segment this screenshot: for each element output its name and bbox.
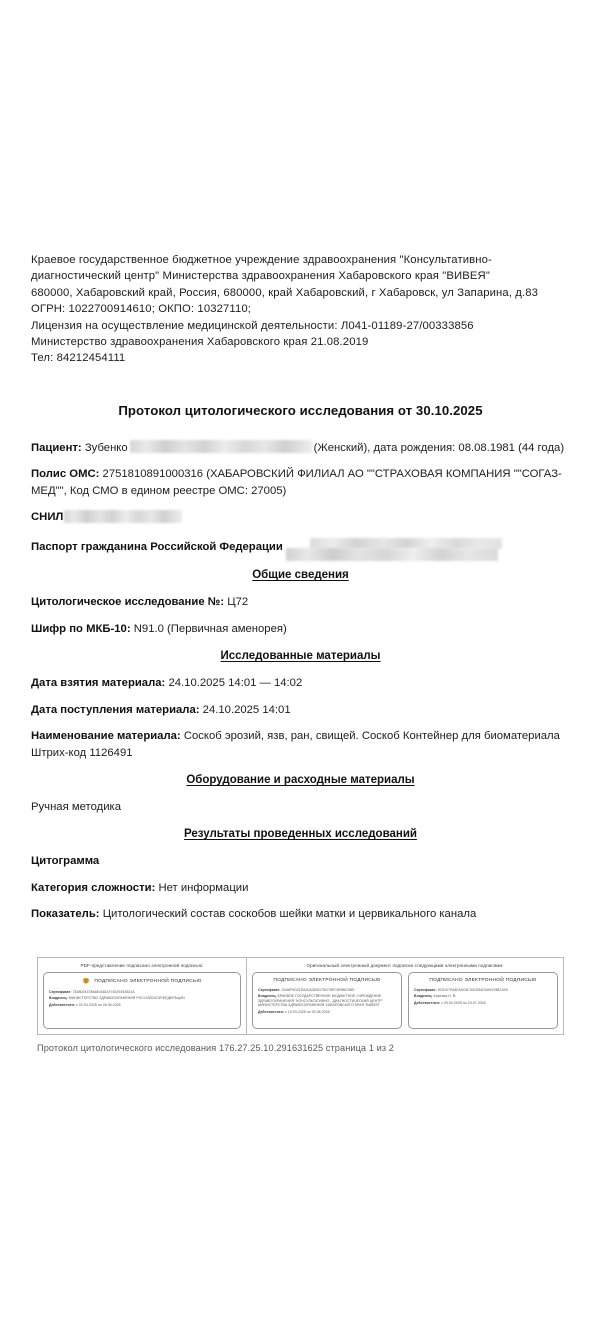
signature-validity — [414, 1001, 552, 1006]
signature-owner-label: Владелец: — [258, 994, 277, 999]
section-caption-equipment: Оборудование и расходные материалы — [186, 773, 415, 786]
signature-validity-value: с 02.04.2025 по 26.06.2026 — [76, 1002, 121, 1007]
signature-column-pdf-title: PDF-представление подписано электронной подписью: — [80, 963, 204, 968]
section-caption-results: Результаты проведенных исследований — [184, 828, 417, 841]
receipt-date-value: 24.10.2025 14:01 — [202, 703, 291, 716]
russian-coat-of-arms-icon — [82, 977, 90, 986]
policy-value: 2751810891000316 (ХАБАРОВСКИЙ ФИЛИАЛ АО ""СТРАХОВАЯ КОМПАНИЯ ""СОГАЗ-МЕД"", Код СМО в едином реестре ОМС: 27005) — [31, 468, 562, 497]
snils-row — [31, 509, 570, 525]
signature-owner-label: Владелец: — [49, 996, 68, 1001]
signature-owner-value: МИНИСТЕРСТВО ЗДРАВООХРАНЕНИЯ РОССИЙСКОЙ ФЕДЕРАЦИИ — [68, 996, 185, 1001]
material-name-value: Соскоб эрозий, язв, ран, свищей. Соскоб Контейнер для биоматериала Штрих-код 1126491 — [31, 730, 560, 759]
signature-owner-label: Владелец: — [414, 994, 433, 999]
signature-column-original-title: Оригинальный электронный документ подписан следующими электронными подписями: — [306, 963, 504, 968]
snils-label: СНИЛ — [31, 511, 64, 524]
redacted-passport — [286, 538, 502, 563]
icd-label: Шифр по МКБ-10: — [31, 622, 131, 635]
org-line-0: Краевое государственное бюджетное учреждение здравоохранения "Консультативно-диагностический центр" Министерства здравоохранения Хабаровского края "ВИВЕЯ" — [31, 254, 492, 283]
patient-details: (Женский), дата рождения: 08.08.1981 (44 года) — [313, 441, 565, 454]
policy-label: Полис ОМС: — [31, 468, 100, 481]
signature-column-pdf — [38, 958, 247, 1034]
signature-owner — [258, 994, 396, 1008]
icd-value: N91.0 (Первичная аменорея) — [133, 622, 287, 635]
collection-date-label: Дата взятия материала: — [31, 677, 166, 690]
complexity-value: Нет информации — [158, 881, 249, 894]
indicator-value: Цитологический состав соскобов шейки матки и цервикального канала — [102, 908, 477, 921]
signature-validity — [258, 1010, 396, 1015]
signature-validity-value: с 29.04.2025 по 23.07.2026 — [441, 1000, 486, 1005]
patient-row — [31, 440, 570, 456]
signature-card — [43, 972, 241, 1029]
document-body — [31, 252, 570, 923]
org-line-4: Министерство здравоохранения Хабаровского края 21.08.2019 — [31, 336, 369, 349]
study-number-row — [31, 594, 570, 610]
signature-cards-pdf — [43, 972, 241, 1029]
signature-column-original — [247, 958, 563, 1034]
receipt-date-label: Дата поступления материала: — [31, 703, 200, 716]
signature-owner — [49, 996, 235, 1001]
passport-label: Паспорт гражданина Российской Федерации — [31, 541, 283, 554]
signature-validity-label: Действителен: — [414, 1000, 441, 1005]
signature-card-head — [258, 977, 396, 984]
collection-date-value: 24.10.2025 14:01 — 14:02 — [168, 677, 303, 690]
material-name-row — [31, 728, 570, 761]
signature-card-title: ПОДПИСАНО ЭЛЕКТРОННОЙ ПОДПИСЬЮ — [273, 978, 381, 983]
document-footer: Протокол цитологического исследования 176.27.25.10.291631625 страница 1 из 2 — [37, 1043, 395, 1053]
signature-validity — [49, 1003, 235, 1008]
signature-certificate-label: Сертификат: — [414, 987, 437, 992]
org-line-5: Тел: 84212454111 — [31, 352, 126, 365]
page-title: Протокол цитологического исследования от 30.10.2025 — [118, 402, 483, 418]
signature-card-head — [414, 977, 552, 984]
indicator-label: Показатель: — [31, 908, 100, 921]
redacted-patient-name — [130, 440, 312, 453]
signature-owner — [414, 994, 552, 999]
study-number-label: Цитологическое исследование №: — [31, 596, 225, 609]
signature-card — [408, 972, 558, 1029]
equipment-value: Ручная методика — [31, 800, 121, 813]
signature-certificate-label: Сертификат: — [258, 987, 281, 992]
complexity-row — [31, 880, 570, 896]
receipt-date-row — [31, 702, 570, 718]
org-line-2: ОГРН: 1022700914610; ОКПО: 10327110; — [31, 303, 252, 316]
signature-validity-label: Действителен: — [49, 1002, 76, 1007]
study-number-value: Ц72 — [227, 596, 249, 609]
signature-certificate-value: 75480243786480448JX74029453531A — [72, 989, 135, 994]
indicator-row — [31, 906, 570, 922]
policy-row — [31, 466, 570, 499]
signature-certificate-label: Сертификат: — [49, 989, 72, 994]
organization-header — [31, 252, 570, 367]
signature-certificate-value: 9C5107FA4FA9C8C94C534D0A9V0587A09 — [437, 987, 508, 992]
section-caption-materials: Исследованные материалы — [220, 650, 381, 663]
collection-date-row — [31, 675, 570, 691]
signature-validity-value: с 10.03.2025 по 03.06.2026 — [285, 1009, 330, 1014]
signature-certificate — [258, 988, 396, 993]
org-line-3: Лицензия на осуществление медицинской деятельности: Л041-01189-27/00333856 — [31, 319, 474, 332]
signature-certificate — [414, 988, 552, 993]
org-line-1: 680000, Хабаровский край, Россия, 680000, край Хабаровский, г Хабаровск, ул Запарина, д.83 — [31, 286, 539, 299]
signature-owner-value: Козлова Н. В. — [433, 994, 457, 999]
passport-row — [31, 538, 570, 556]
material-name-label: Наименование материала: — [31, 730, 181, 743]
signature-owner-value: КРАЕВОЕ ГОСУДАРСТВЕННОЕ БЮДЖЕТНОЕ УЧРЕЖДЕНИЕ ЗДРАВООХРАНЕНИЯ "КОНСУЛЬТАТИВНО - ДИАГНОСТИЧЕСКИЙ ЦЕНТР" МИНИСТЕРСТВА ЗДРАВООХРАНЕНИЯ ХАБАРОВСКОГО КРАЯ "ВИВЕЯ" — [258, 994, 384, 1008]
signature-certificate-value: 20A6F9D21DA20A3D0D754735F15F8BC98D — [281, 987, 355, 992]
cytogram-label: Цитограмма — [31, 855, 100, 868]
icd-row — [31, 621, 570, 637]
signature-validity-label: Действителен: — [258, 1009, 285, 1014]
cytogram-row — [31, 853, 570, 869]
signature-card-title: ПОДПИСАНО ЭЛЕКТРОННОЙ ПОДПИСЬЮ — [94, 979, 202, 984]
signature-certificate — [49, 990, 235, 995]
redacted-snils — [64, 510, 182, 523]
complexity-label: Категория сложности: — [31, 881, 156, 894]
signature-cards-original — [252, 972, 558, 1029]
signature-block — [37, 957, 564, 1035]
signature-card — [252, 972, 402, 1029]
signature-card-head — [49, 977, 235, 986]
signature-card-title: ПОДПИСАНО ЭЛЕКТРОННОЙ ПОДПИСЬЮ — [429, 978, 537, 983]
patient-label: Пациент: — [31, 441, 82, 454]
patient-surname: Зубенко — [84, 441, 128, 454]
section-caption-general: Общие сведения — [252, 569, 349, 582]
